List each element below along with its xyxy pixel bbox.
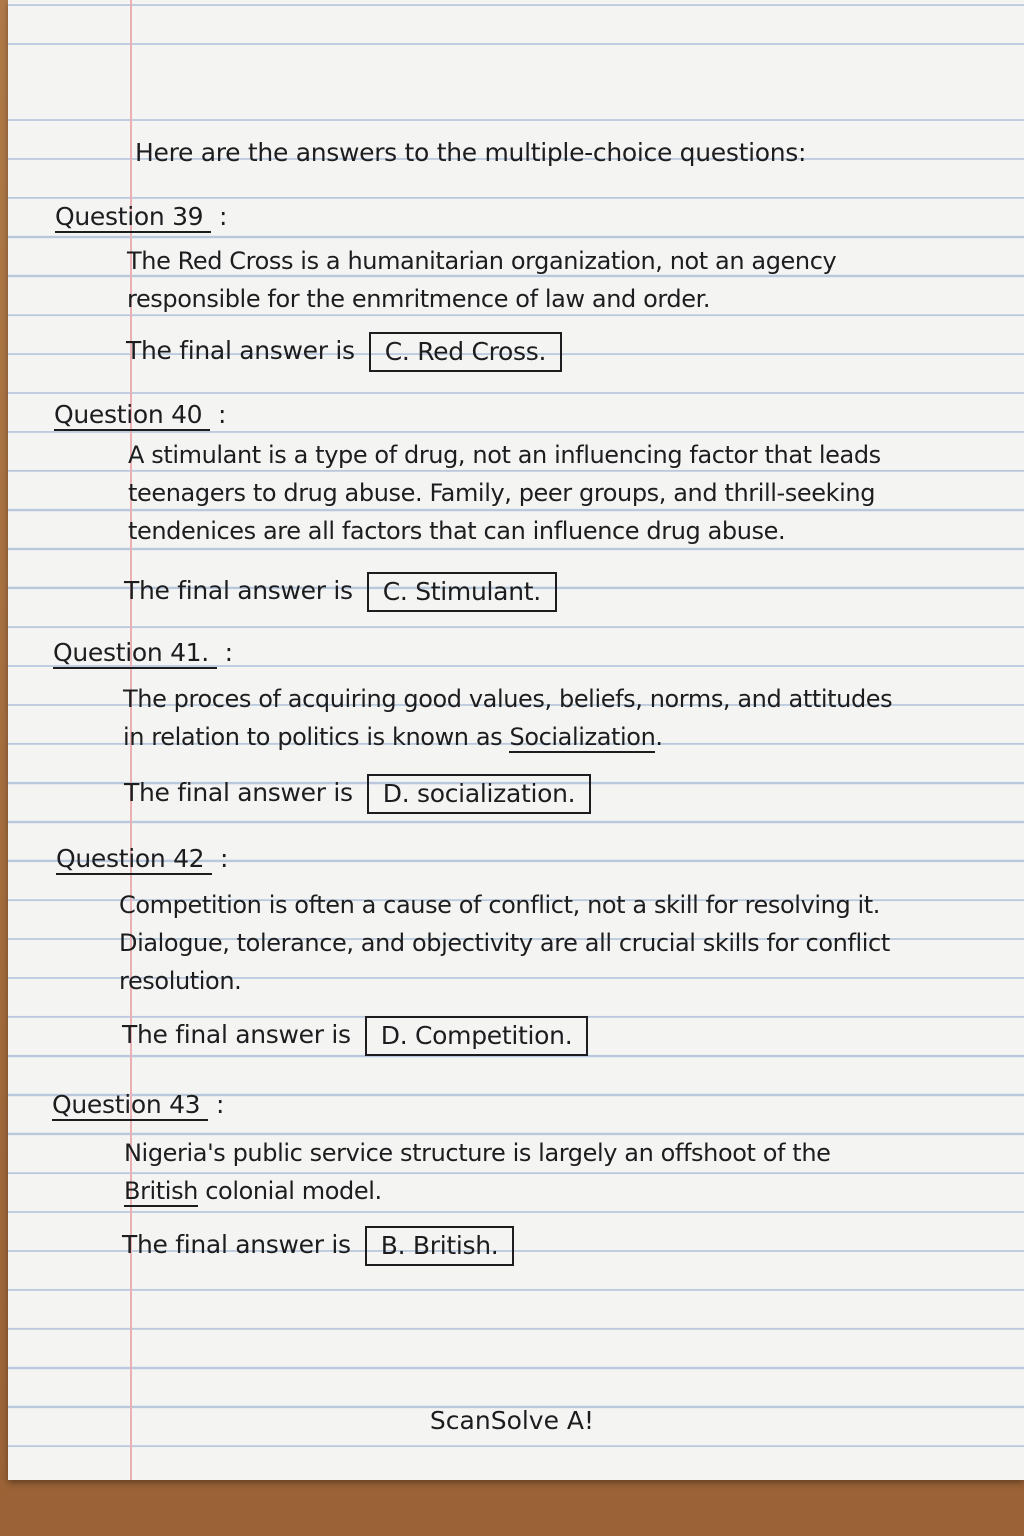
question-42-answer-box: D. Competition. — [365, 1016, 589, 1056]
explanation-line: tendenices are all factors that can influence drug abuse. — [128, 517, 786, 545]
underlined-term: British — [124, 1177, 198, 1205]
signature-text: ScanSolve A! — [429, 1406, 595, 1435]
question-43-answer-box: B. British. — [365, 1226, 515, 1266]
answer-prefix: The final answer is — [124, 576, 353, 605]
question-39-label: Question 39 — [55, 202, 211, 233]
question-41-colon: : — [224, 638, 233, 667]
explanation-line: Nigeria's public service structure is largely an offshoot of the — [124, 1139, 831, 1167]
question-39-explanation — [127, 242, 836, 318]
question-41-label: Question 41. — [53, 638, 217, 669]
answer-prefix: The final answer is — [126, 336, 355, 365]
question-41-heading — [53, 636, 233, 670]
question-42-heading — [56, 842, 228, 876]
question-40-heading — [54, 398, 226, 432]
question-40-explanation — [128, 436, 881, 550]
answer-prefix: The final answer is — [122, 1020, 351, 1049]
explanation-line: The proces of acquiring good values, beliefs, norms, and attitudes — [123, 685, 893, 713]
question-39-answer-row — [126, 332, 562, 372]
question-40-answer-box: C. Stimulant. — [367, 572, 557, 612]
explanation-text: in relation to politics is known as — [123, 723, 503, 751]
question-42-label: Question 42 — [56, 844, 212, 875]
question-43-answer-row — [122, 1226, 514, 1266]
question-42-explanation — [119, 886, 890, 1000]
explanation-line: The Red Cross is a humanitarian organization, not an agency — [127, 247, 837, 275]
explanation-line: resolution. — [119, 967, 242, 995]
explanation-line: A stimulant is a type of drug, not an influencing factor that leads — [128, 441, 881, 469]
question-39-heading — [55, 200, 227, 234]
question-42-colon: : — [219, 844, 229, 873]
question-39-answer-box: C. Red Cross. — [369, 332, 562, 372]
explanation-line: teenagers to drug abuse. Family, peer groups, and thrill-seeking — [128, 479, 876, 507]
explanation-line: Dialogue, tolerance, and objectivity are all crucial skills for conflict — [119, 929, 890, 957]
question-43-label: Question 43 — [52, 1090, 208, 1121]
explanation-line: responsible for the enmritmence of law and order. — [127, 285, 711, 313]
answer-prefix: The final answer is — [122, 1230, 351, 1259]
answer-prefix: The final answer is — [124, 778, 353, 807]
explanation-text: . — [655, 723, 663, 751]
question-41-answer-row — [124, 774, 591, 814]
explanation-line — [124, 1172, 831, 1210]
question-41-explanation — [123, 680, 892, 756]
question-40-label: Question 40 — [54, 400, 210, 431]
explanation-line: Competition is often a cause of conflict, not a skill for resolving it. — [119, 891, 881, 919]
question-39-colon: : — [218, 202, 228, 231]
question-40-answer-row — [124, 572, 557, 612]
intro-text: Here are the answers to the multiple-choice questions: — [135, 138, 807, 167]
question-42-answer-row — [122, 1016, 588, 1056]
question-43-colon: : — [215, 1090, 225, 1119]
question-43-explanation — [124, 1134, 831, 1210]
explanation-line — [123, 718, 892, 756]
underlined-term: Socialization — [509, 723, 656, 751]
explanation-text: colonial model. — [205, 1177, 382, 1205]
question-43-heading — [52, 1088, 224, 1122]
question-40-colon: : — [217, 400, 227, 429]
question-41-answer-box: D. socialization. — [367, 774, 592, 814]
